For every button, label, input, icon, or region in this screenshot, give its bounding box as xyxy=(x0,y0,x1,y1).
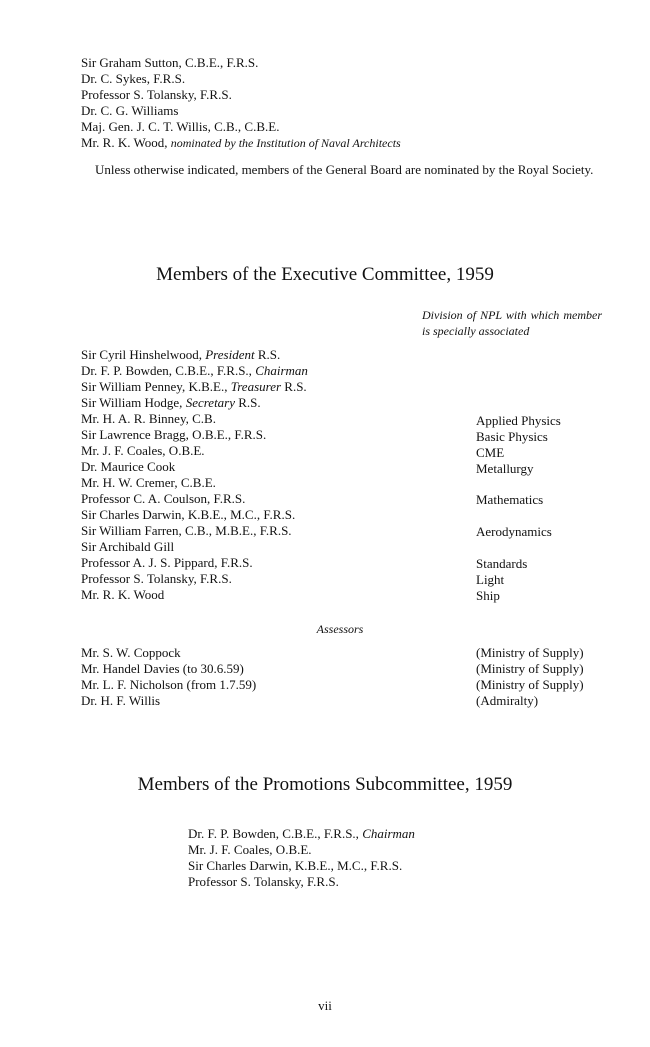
division-label: Mathematics xyxy=(476,492,544,507)
nomination-note: nominated by the Institution of Naval Architects xyxy=(170,136,401,150)
promotions-member: Sir Charles Darwin, K.B.E., M.C., F.R.S. xyxy=(188,858,403,873)
assessor-division: (Ministry of Supply) xyxy=(476,661,584,676)
board-member: Mr. R. K. Wood, nominated by the Institution of Naval Architects xyxy=(81,135,401,150)
board-member: Professor S. Tolansky, F.R.S. xyxy=(81,87,232,102)
exec-member: Mr. H. A. R. Binney, C.B. xyxy=(81,411,216,426)
general-board-note: Unless otherwise indicated, members of the General Board are nominated by the Royal Society. xyxy=(95,162,594,177)
promotions-heading: Members of the Promotions Subcommittee, 1959 xyxy=(137,774,513,795)
exec-member: Sir Archibald Gill xyxy=(81,539,175,554)
division-header: Division of NPL with which member is specially associated xyxy=(422,308,602,338)
exec-member: Professor C. A. Coulson, F.R.S. xyxy=(81,491,246,506)
page-number: vii xyxy=(318,998,332,1013)
exec-member: Sir William Penney, K.B.E., Treasurer R.S. xyxy=(81,379,307,394)
assessor-name: Mr. Handel Davies (to 30.6.59) xyxy=(81,661,244,676)
exec-member: Professor A. J. S. Pippard, F.R.S. xyxy=(81,555,253,570)
promotions-member: Mr. J. F. Coales, O.B.E. xyxy=(188,842,312,857)
executive-heading: Members of the Executive Committee, 1959 xyxy=(156,264,494,285)
board-member: Dr. C. Sykes, F.R.S. xyxy=(81,71,186,86)
board-member: Maj. Gen. J. C. T. Willis, C.B., C.B.E. xyxy=(81,119,280,134)
exec-member: Sir William Farren, C.B., M.B.E., F.R.S. xyxy=(81,523,292,538)
assessors-title: Assessors xyxy=(316,622,364,636)
exec-member: Sir Charles Darwin, K.B.E., M.C., F.R.S. xyxy=(81,507,296,522)
exec-member: Sir William Hodge, Secretary R.S. xyxy=(81,395,261,410)
assessor-division: (Ministry of Supply) xyxy=(476,645,584,660)
board-member: Sir Graham Sutton, C.B.E., F.R.S. xyxy=(81,55,259,70)
division-label: Light xyxy=(476,572,505,587)
exec-member: Dr. Maurice Cook xyxy=(81,459,176,474)
exec-member: Mr. R. K. Wood xyxy=(81,587,165,602)
division-label: Basic Physics xyxy=(476,429,548,444)
division-label: Standards xyxy=(476,556,528,571)
exec-member: Mr. J. F. Coales, O.B.E. xyxy=(81,443,205,458)
promotions-member: Professor S. Tolansky, F.R.S. xyxy=(188,874,339,889)
division-label: CME xyxy=(476,445,505,460)
assessor-name: Mr. S. W. Coppock xyxy=(81,645,181,660)
assessor-name: Mr. L. F. Nicholson (from 1.7.59) xyxy=(81,677,257,692)
division-label: Aerodynamics xyxy=(476,524,552,539)
assessor-division: (Ministry of Supply) xyxy=(476,677,584,692)
division-label: Applied Physics xyxy=(476,413,561,428)
division-label: Metallurgy xyxy=(476,461,534,476)
exec-member: Sir Lawrence Bragg, O.B.E., F.R.S. xyxy=(81,427,267,442)
assessor-name: Dr. H. F. Willis xyxy=(81,693,161,708)
exec-member: Dr. F. P. Bowden, C.B.E., F.R.S., Chairman xyxy=(81,363,308,378)
exec-member: Sir Cyril Hinshelwood, President R.S. xyxy=(81,347,281,362)
assessor-division: (Admiralty) xyxy=(476,693,539,708)
promotions-member: Dr. F. P. Bowden, C.B.E., F.R.S., Chairman xyxy=(188,826,415,841)
exec-member: Mr. H. W. Cremer, C.B.E. xyxy=(81,475,216,490)
division-label: Ship xyxy=(476,588,500,603)
board-member: Dr. C. G. Williams xyxy=(81,103,179,118)
exec-member: Professor S. Tolansky, F.R.S. xyxy=(81,571,232,586)
